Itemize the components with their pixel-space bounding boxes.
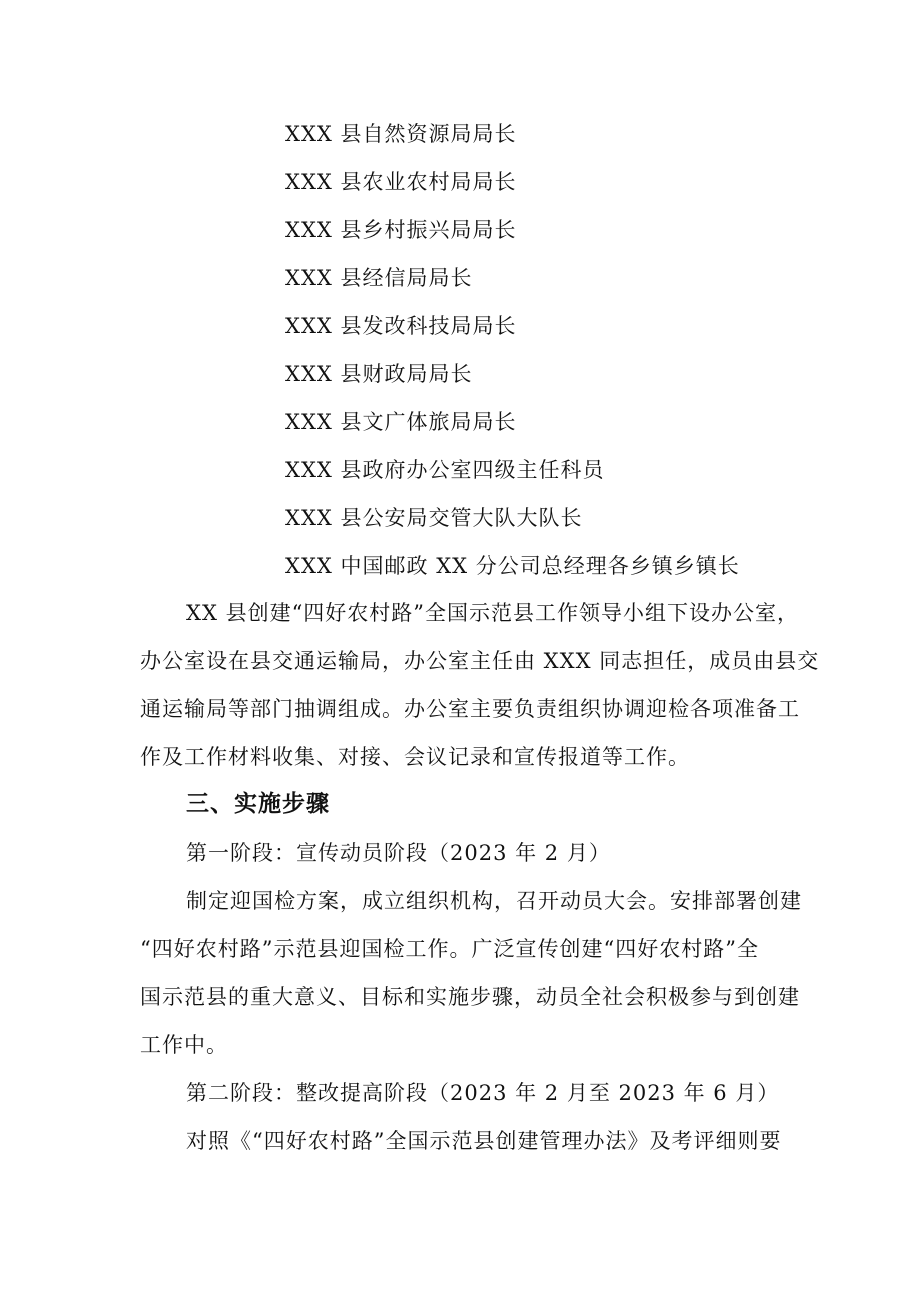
- phase1-body-line: 国示范县的重大意义、目标和实施步骤，动员全社会积极参与到创建: [140, 985, 800, 1009]
- member-line: XXX 县财政局局长: [285, 362, 473, 386]
- member-line: XXX 县经信局局长: [285, 266, 473, 290]
- phase2-body-line: 对照《“四好农村路”全国示范县创建管理办法》及考评细则要: [186, 1129, 782, 1153]
- member-line: XXX 县公安局交管大队大队长: [285, 506, 583, 530]
- member-line: XXX 县乡村振兴局局长: [285, 218, 517, 242]
- phase2-title: 第二阶段：整改提高阶段（2023 年 2 月至 2023 年 6 月）: [186, 1081, 780, 1105]
- member-line: XXX 县发改科技局局长: [285, 314, 517, 338]
- member-line: XXX 县农业农村局局长: [285, 170, 517, 194]
- office-paragraph-line: 作及工作材料收集、对接、会议记录和宣传报道等工作。: [140, 745, 690, 769]
- member-line: XXX 中国邮政 XX 分公司总经理各乡镇乡镇长: [285, 554, 740, 578]
- member-line: XXX 县自然资源局局长: [285, 122, 517, 146]
- phase1-body-line: “四好农村路”示范县迎国检工作。广泛宣传创建“四好农村路”全: [140, 937, 759, 961]
- phase1-body-line: 制定迎国检方案，成立组织机构，召开动员大会。安排部署创建: [186, 889, 802, 913]
- section-heading: 三、实施步骤: [186, 791, 330, 817]
- office-paragraph-line: 通运输局等部门抽调组成。办公室主要负责组织协调迎检各项准备工: [140, 697, 800, 721]
- phase1-body-line: 工作中。: [140, 1033, 228, 1057]
- office-paragraph-line: XX 县创建“四好农村路”全国示范县工作领导小组下设办公室，: [186, 601, 800, 625]
- office-paragraph-line: 办公室设在县交通运输局，办公室主任由 XXX 同志担任，成员由县交: [140, 649, 820, 673]
- member-line: XXX 县文广体旅局局长: [285, 410, 517, 434]
- phase1-title: 第一阶段：宣传动员阶段（2023 年 2 月）: [186, 841, 611, 865]
- member-line: XXX 县政府办公室四级主任科员: [285, 458, 605, 482]
